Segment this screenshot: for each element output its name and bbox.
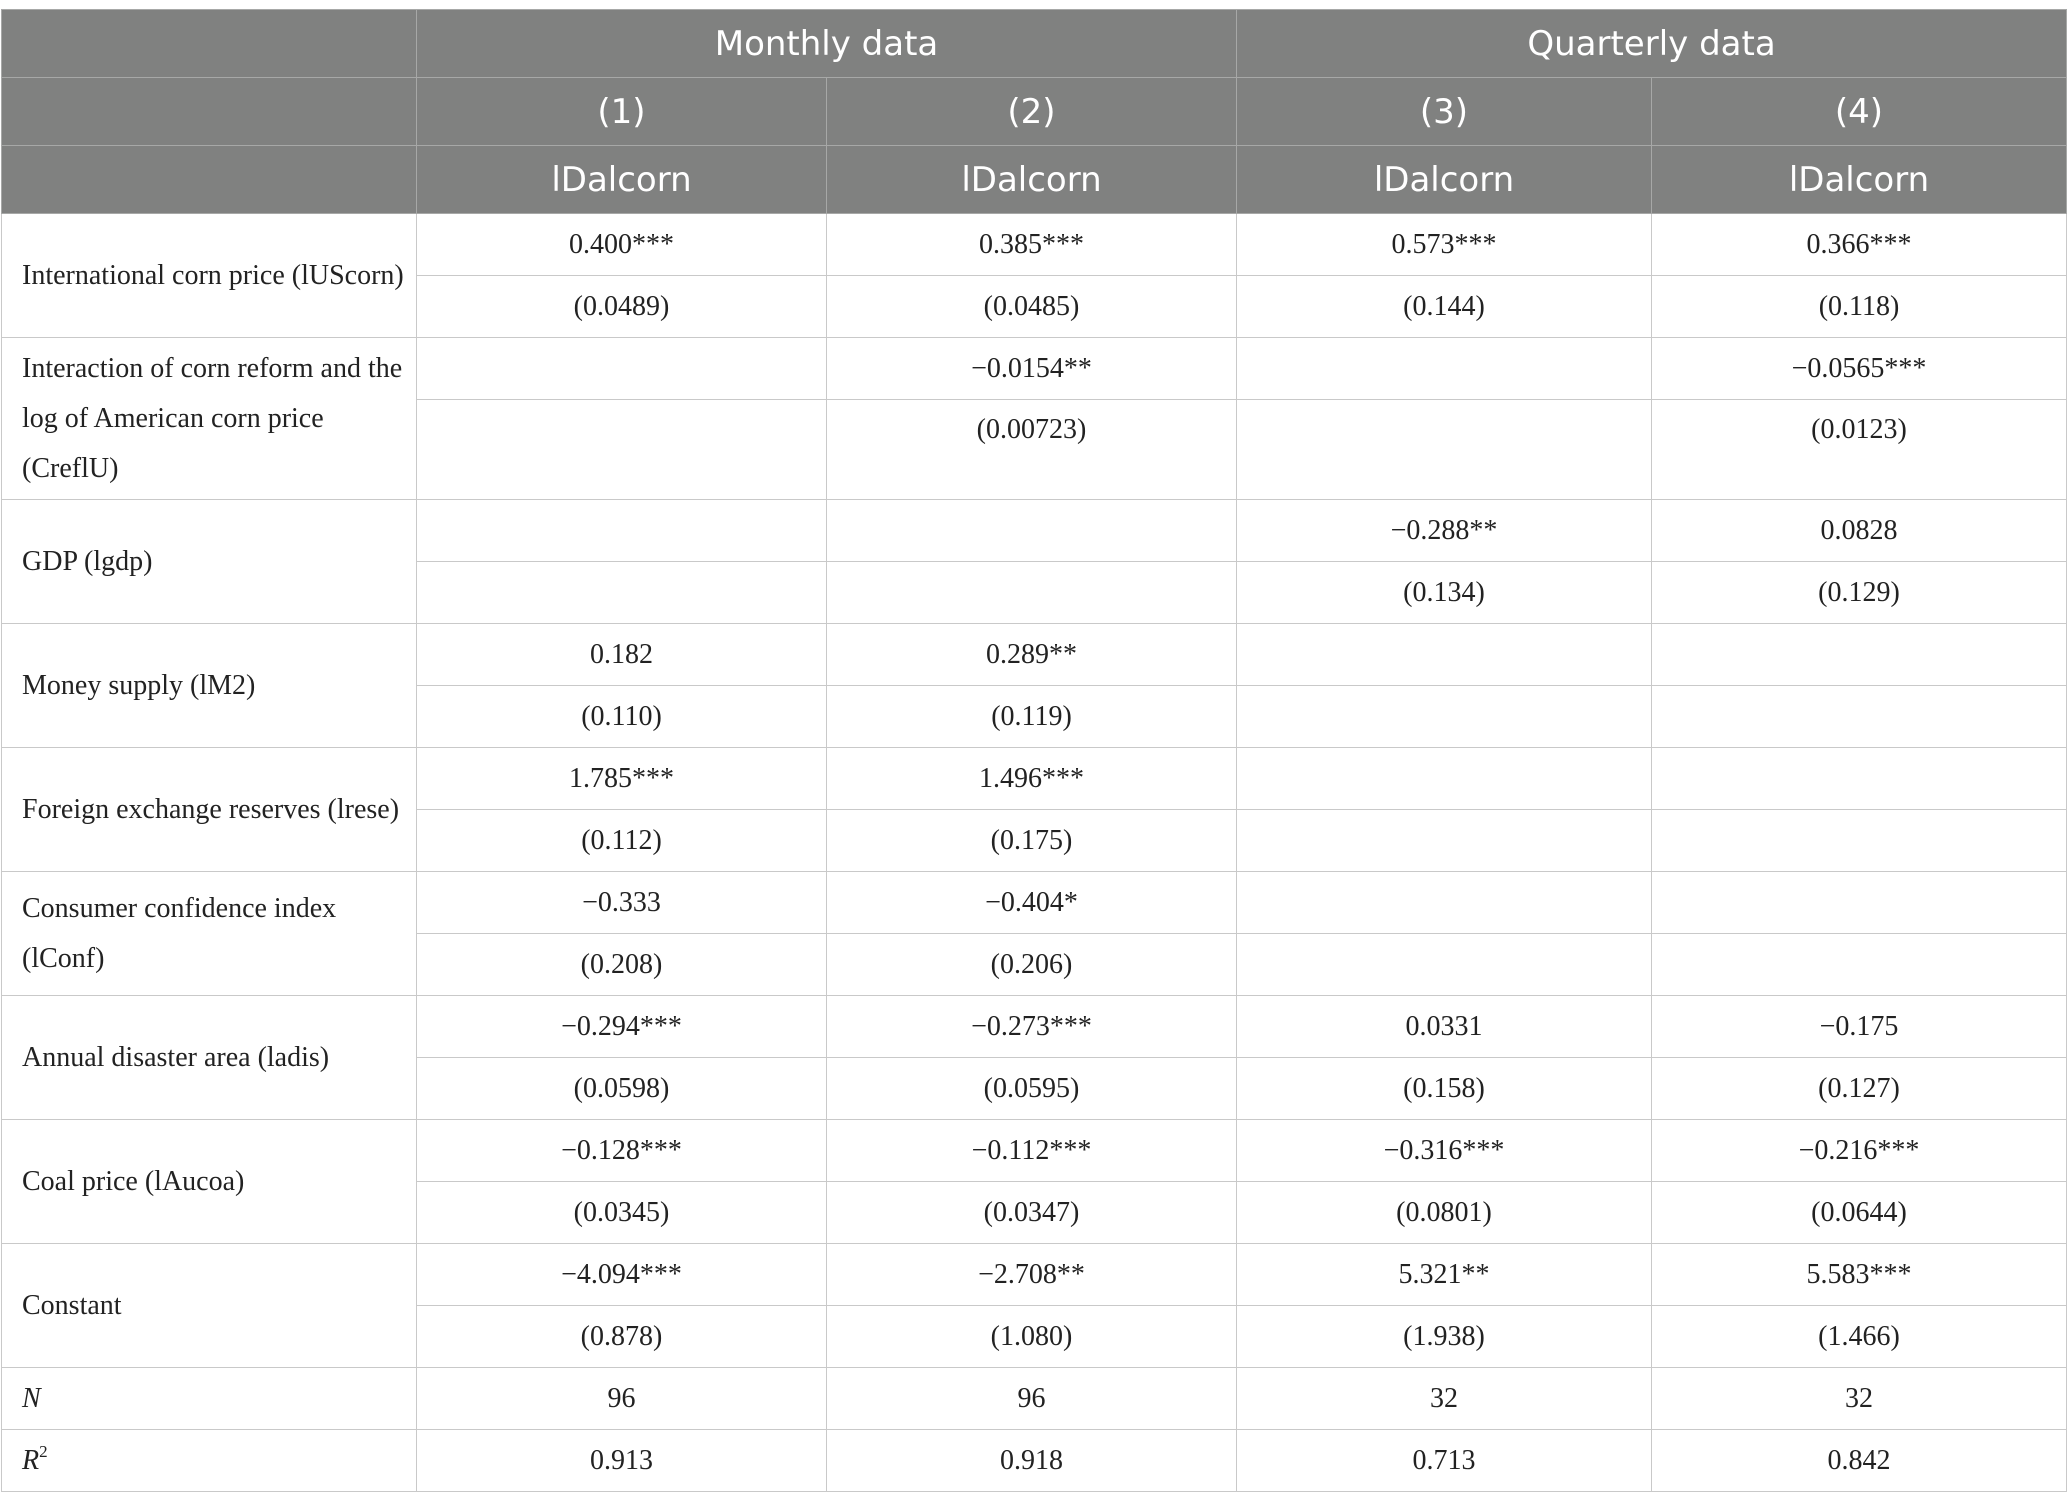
coef-cell bbox=[1237, 872, 1652, 934]
coef-cell bbox=[1237, 748, 1652, 810]
se-cell bbox=[1237, 400, 1652, 500]
se-cell bbox=[827, 562, 1237, 624]
header-blank-cell bbox=[2, 146, 417, 214]
coef-cell bbox=[827, 500, 1237, 562]
header-col-number: (2) bbox=[827, 78, 1237, 146]
coef-cell: −0.0565*** bbox=[1652, 338, 2067, 400]
header-blank-cell bbox=[2, 10, 417, 78]
header-col-number: (1) bbox=[417, 78, 827, 146]
header-group-row bbox=[2, 10, 2067, 78]
row-label-r-squared bbox=[2, 1430, 417, 1492]
table-row bbox=[2, 748, 2067, 810]
table-row bbox=[2, 1244, 2067, 1306]
se-cell: (0.0598) bbox=[417, 1058, 827, 1120]
table-row bbox=[2, 500, 2067, 562]
coef-cell: 5.583*** bbox=[1652, 1244, 2067, 1306]
coef-cell: 0.573*** bbox=[1237, 214, 1652, 276]
se-cell: (0.208) bbox=[417, 934, 827, 996]
header-dependent-variable-row bbox=[2, 146, 2067, 214]
coef-cell: −0.273*** bbox=[827, 996, 1237, 1058]
coef-cell: −0.112*** bbox=[827, 1120, 1237, 1182]
se-cell bbox=[1237, 934, 1652, 996]
coef-cell: −0.175 bbox=[1652, 996, 2067, 1058]
row-label-n: N bbox=[2, 1368, 417, 1430]
coef-cell: −0.316*** bbox=[1237, 1120, 1652, 1182]
table-row bbox=[2, 214, 2067, 276]
coef-cell bbox=[1237, 624, 1652, 686]
value-cell: 32 bbox=[1652, 1368, 2067, 1430]
row-label-gdp: GDP (lgdp) bbox=[2, 500, 417, 624]
se-cell bbox=[417, 562, 827, 624]
coef-cell: −4.094*** bbox=[417, 1244, 827, 1306]
header-col-number: (3) bbox=[1237, 78, 1652, 146]
se-cell: (0.0347) bbox=[827, 1182, 1237, 1244]
se-cell: (0.878) bbox=[417, 1306, 827, 1368]
value-cell: 96 bbox=[827, 1368, 1237, 1430]
coef-cell bbox=[1652, 872, 2067, 934]
coef-cell: 1.496*** bbox=[827, 748, 1237, 810]
se-cell: (0.0644) bbox=[1652, 1182, 2067, 1244]
se-cell: (0.119) bbox=[827, 686, 1237, 748]
row-label-interaction: Interaction of corn reform and the log of American corn price (CreflU) bbox=[2, 338, 417, 500]
header-dep-var: lDalcorn bbox=[827, 146, 1237, 214]
se-cell: (1.080) bbox=[827, 1306, 1237, 1368]
coef-cell bbox=[1237, 338, 1652, 400]
value-cell: 0.913 bbox=[417, 1430, 827, 1492]
se-cell: (0.134) bbox=[1237, 562, 1652, 624]
coef-cell: −2.708** bbox=[827, 1244, 1237, 1306]
coef-cell: 0.0331 bbox=[1237, 996, 1652, 1058]
se-cell: (0.129) bbox=[1652, 562, 2067, 624]
se-cell: (0.0345) bbox=[417, 1182, 827, 1244]
se-cell bbox=[1237, 810, 1652, 872]
se-cell bbox=[1652, 810, 2067, 872]
coef-cell bbox=[417, 338, 827, 400]
coef-cell: 0.182 bbox=[417, 624, 827, 686]
value-cell: 0.918 bbox=[827, 1430, 1237, 1492]
row-label-consumer-confidence: Consumer confidence index (lConf) bbox=[2, 872, 417, 996]
table-row bbox=[2, 338, 2067, 400]
se-cell: (0.0595) bbox=[827, 1058, 1237, 1120]
table-row bbox=[2, 1368, 2067, 1430]
coef-cell: 0.366*** bbox=[1652, 214, 2067, 276]
se-cell bbox=[1652, 934, 2067, 996]
se-cell bbox=[1652, 686, 2067, 748]
se-cell: (0.110) bbox=[417, 686, 827, 748]
se-cell bbox=[417, 400, 827, 500]
coef-cell: 1.785*** bbox=[417, 748, 827, 810]
coef-cell bbox=[1652, 624, 2067, 686]
header-dep-var: lDalcorn bbox=[417, 146, 827, 214]
value-cell: 32 bbox=[1237, 1368, 1652, 1430]
row-label-money-supply: Money supply (lM2) bbox=[2, 624, 417, 748]
table-row bbox=[2, 996, 2067, 1058]
header-monthly-data: Monthly data bbox=[417, 10, 1237, 78]
coef-cell: −0.128*** bbox=[417, 1120, 827, 1182]
value-cell: 0.842 bbox=[1652, 1430, 2067, 1492]
r-squared-exponent: 2 bbox=[39, 1441, 48, 1461]
se-cell: (0.118) bbox=[1652, 276, 2067, 338]
coef-cell: −0.288** bbox=[1237, 500, 1652, 562]
value-cell: 0.713 bbox=[1237, 1430, 1652, 1492]
regression-table bbox=[1, 9, 2067, 1492]
se-cell: (0.144) bbox=[1237, 276, 1652, 338]
se-cell: (0.112) bbox=[417, 810, 827, 872]
row-label-constant: Constant bbox=[2, 1244, 417, 1368]
coef-cell: 0.400*** bbox=[417, 214, 827, 276]
coef-cell bbox=[417, 500, 827, 562]
header-dep-var: lDalcorn bbox=[1652, 146, 2067, 214]
se-cell bbox=[1237, 686, 1652, 748]
header-quarterly-data: Quarterly data bbox=[1237, 10, 2067, 78]
se-cell: (0.0123) bbox=[1652, 400, 2067, 500]
coef-cell: −0.0154** bbox=[827, 338, 1237, 400]
se-cell: (1.938) bbox=[1237, 1306, 1652, 1368]
coef-cell: −0.333 bbox=[417, 872, 827, 934]
coef-cell: 0.289** bbox=[827, 624, 1237, 686]
coef-cell: 0.385*** bbox=[827, 214, 1237, 276]
se-cell: (0.127) bbox=[1652, 1058, 2067, 1120]
r-squared-symbol: R bbox=[22, 1444, 40, 1476]
header-column-number-row bbox=[2, 78, 2067, 146]
se-cell: (0.0801) bbox=[1237, 1182, 1652, 1244]
coef-cell: −0.216*** bbox=[1652, 1120, 2067, 1182]
coef-cell: 0.0828 bbox=[1652, 500, 2067, 562]
coef-cell: −0.294*** bbox=[417, 996, 827, 1058]
row-label-fx-reserves: Foreign exchange reserves (lrese) bbox=[2, 748, 417, 872]
header-dep-var: lDalcorn bbox=[1237, 146, 1652, 214]
se-cell: (0.0489) bbox=[417, 276, 827, 338]
coef-cell: 5.321** bbox=[1237, 1244, 1652, 1306]
se-cell: (0.0485) bbox=[827, 276, 1237, 338]
row-label-intl-corn-price: International corn price (lUScorn) bbox=[2, 214, 417, 338]
coef-cell bbox=[1652, 748, 2067, 810]
value-cell: 96 bbox=[417, 1368, 827, 1430]
row-label-coal-price: Coal price (lAucoa) bbox=[2, 1120, 417, 1244]
header-col-number: (4) bbox=[1652, 78, 2067, 146]
se-cell: (1.466) bbox=[1652, 1306, 2067, 1368]
table-row bbox=[2, 1430, 2067, 1492]
row-label-disaster-area: Annual disaster area (ladis) bbox=[2, 996, 417, 1120]
table-row bbox=[2, 624, 2067, 686]
header-blank-cell bbox=[2, 78, 417, 146]
se-cell: (0.00723) bbox=[827, 400, 1237, 500]
coef-cell: −0.404* bbox=[827, 872, 1237, 934]
se-cell: (0.158) bbox=[1237, 1058, 1652, 1120]
se-cell: (0.206) bbox=[827, 934, 1237, 996]
table-row bbox=[2, 872, 2067, 934]
se-cell: (0.175) bbox=[827, 810, 1237, 872]
table-row bbox=[2, 1120, 2067, 1182]
